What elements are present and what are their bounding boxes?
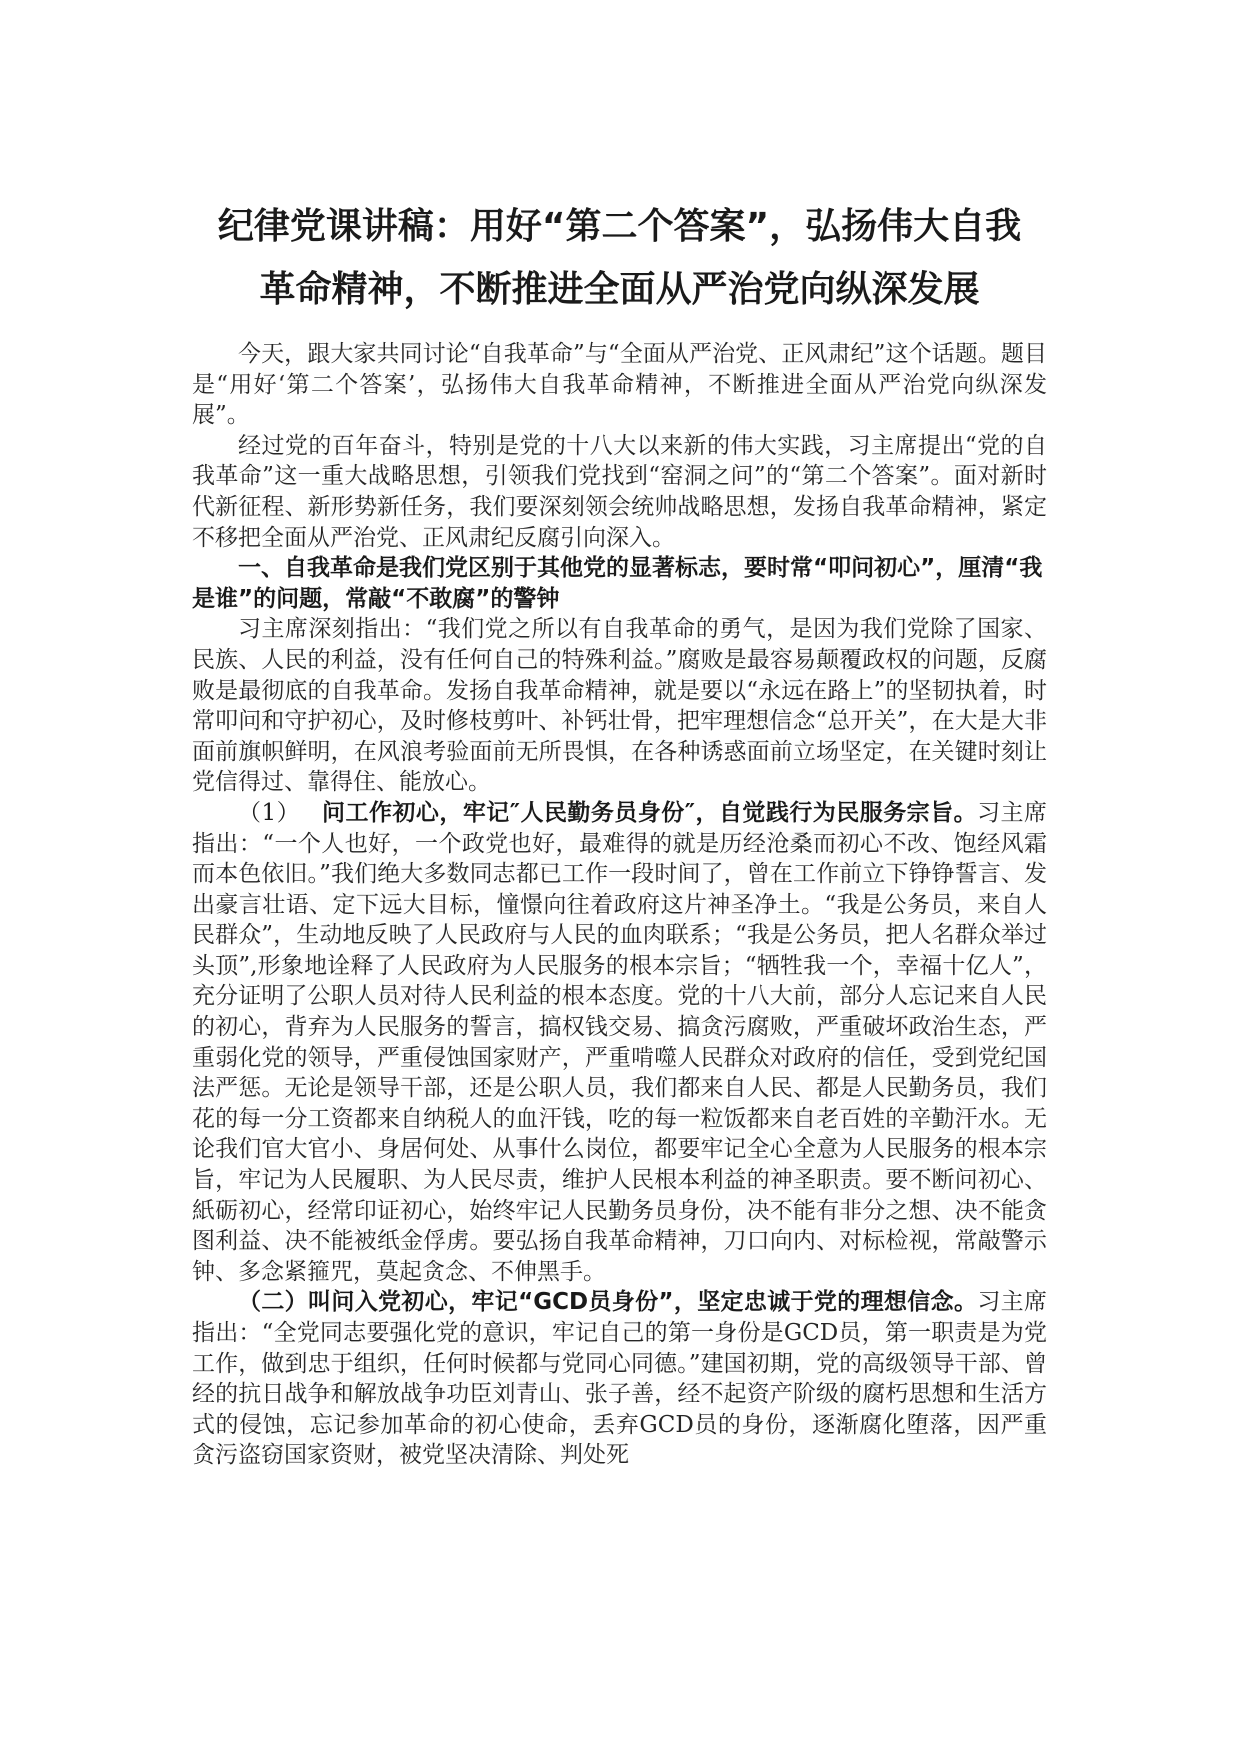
subsection-1-paragraph xyxy=(192,798,1047,1288)
document-title xyxy=(192,195,1047,321)
subsection-1-lead xyxy=(238,800,977,826)
section-heading-1: 一、自我革命是我们党区别于其他党的显著标志，要时常“叩问初心”，厘清“我是谁”的问题，常敲“不敢腐”的警钟 xyxy=(192,555,1043,612)
background-paragraph: 经过党的百年奋斗，特别是党的十八大以来新的伟大实践，习主席提出“党的自我革命”这一重大战略思想，引领我们党找到“窑洞之问”的“第二个答案”。面对新时代新征程、新形势新任务，我们要深刻领会统帅战略思想，发扬自我革命精神，紧定不移把全面从严治党、正风肃纪反腐引向深入。 xyxy=(192,432,1047,551)
section-1-paragraph: 习主席深刻指出：“我们党之所以有自我革命的勇气，是因为我们党除了国家、民族、人民的利益，没有任何自己的特殊利益。”腐败是最容易颠覆政权的问题，反腐败是最彻底的自我革命。发扬自我革命精神，就是要以“永远在路上”的坚韧执着，时常叩问和守护初心，及时修枝剪叶、补钙壮骨，把牢理想信念“总开关”，在大是大非面前旗帜鲜明，在风浪考验面前无所畏惧，在各种诱惑面前立场坚定，在关键时刻让党信得过、靠得住、能放心。 xyxy=(192,616,1047,796)
subsection-2-paragraph xyxy=(192,1287,1047,1471)
subsection-1-text: 习主席指出：“一个人也好，一个政党也好，最难得的就是历经沧桑而初心不改、饱经风霜而本色依旧。”我们绝大多数同志都已工作一段时间了，曾在工作前立下铮铮誓言、发出豪言壮语、定下远大目标，憧憬向往着政府这片神圣净土。“我是公务员，来自人民群众”，生动地反映了人民政府与人民的血肉联系；“我是公务员，把人名群众举过头顶”,形象地诠释了人民政府为人民服务的根本宗旨；“牺牲我一个，幸福十亿人”，充分证明了公职人员对待人民利益的根本态度。党的十八大前，部分人忘记来自人民的初心，背弃为人民服务的誓言，搞权钱交易、搞贪污腐败，严重破坏政治生态，严重弱化党的领导，严重侵蚀国家财产，严重啃噬人民群众对政府的信任，受到党纪国法严惩。无论是领导干部，还是公职人员，我们都来自人民、都是人民勤务员，我们花的每一分工资都来自纳税人的血汗钱，吃的每一粒饭都来自老百姓的辛勤汗水。无论我们官大官小、身居何处、从事什么岗位，都要牢记全心全意为人民服务的根本宗旨，牢记为人民履职、为人民尽责，维护人民根本利益的神圣职责。要不断问初心、紙砺初心，经常印证初心，始终牢记人民勤务员身份，决不能有非分之想、决不能贪图利益、决不能被纸金俘虏。要弘扬自我革命精神，刀口向内、对标检视，常敲警示钟、多念紧箍咒，莫起贪念、不伸黑手。 xyxy=(192,799,1047,1285)
title-line-2: 革命精神，不断推进全面从严治党向纵深发展 xyxy=(259,269,980,310)
intro-paragraph: 今天，跟大家共同讨论“自我革命”与“全面从严治党、正风肃纪”这个话题。题目是“用好‘第二个答案’，弘扬伟大自我革命精神，不断推进全面从严治党向纵深发展”。 xyxy=(192,341,1047,429)
document-page xyxy=(192,195,1047,1471)
subsection-2-heading: （二）叫问入党初心，牢记“GCD员身份”，坚定忠诚于党的理想信念。 xyxy=(238,1289,978,1316)
subsection-1-heading: 问工作初心，牢记″人民勤务员身份″，自觉践行为民服务宗旨。 xyxy=(322,799,978,826)
subsection-1-number: （1） xyxy=(238,799,301,826)
subsection-2-text: 习主席指出：“全党同志要强化党的意识，牢记自己的第一身份是GCD员，第一职责是为党工作，做到忠于组织，任何时候都与党同心同德。”建国初期，党的高级领导干部、曾经的抗日战争和解放战争功臣刘青山、张子善，经不起资产阶级的腐朽思想和生活方式的侵蚀，忘记参加革命的初心使命，丢弃GCD员的身份，逐渐腐化堕落，因严重贪污盗窃国家资财，被党坚决清除、判处死 xyxy=(192,1289,1047,1469)
title-line-1: 纪律党课讲稿：用好“第二个答案”，弘扬伟大自我 xyxy=(217,206,1022,247)
